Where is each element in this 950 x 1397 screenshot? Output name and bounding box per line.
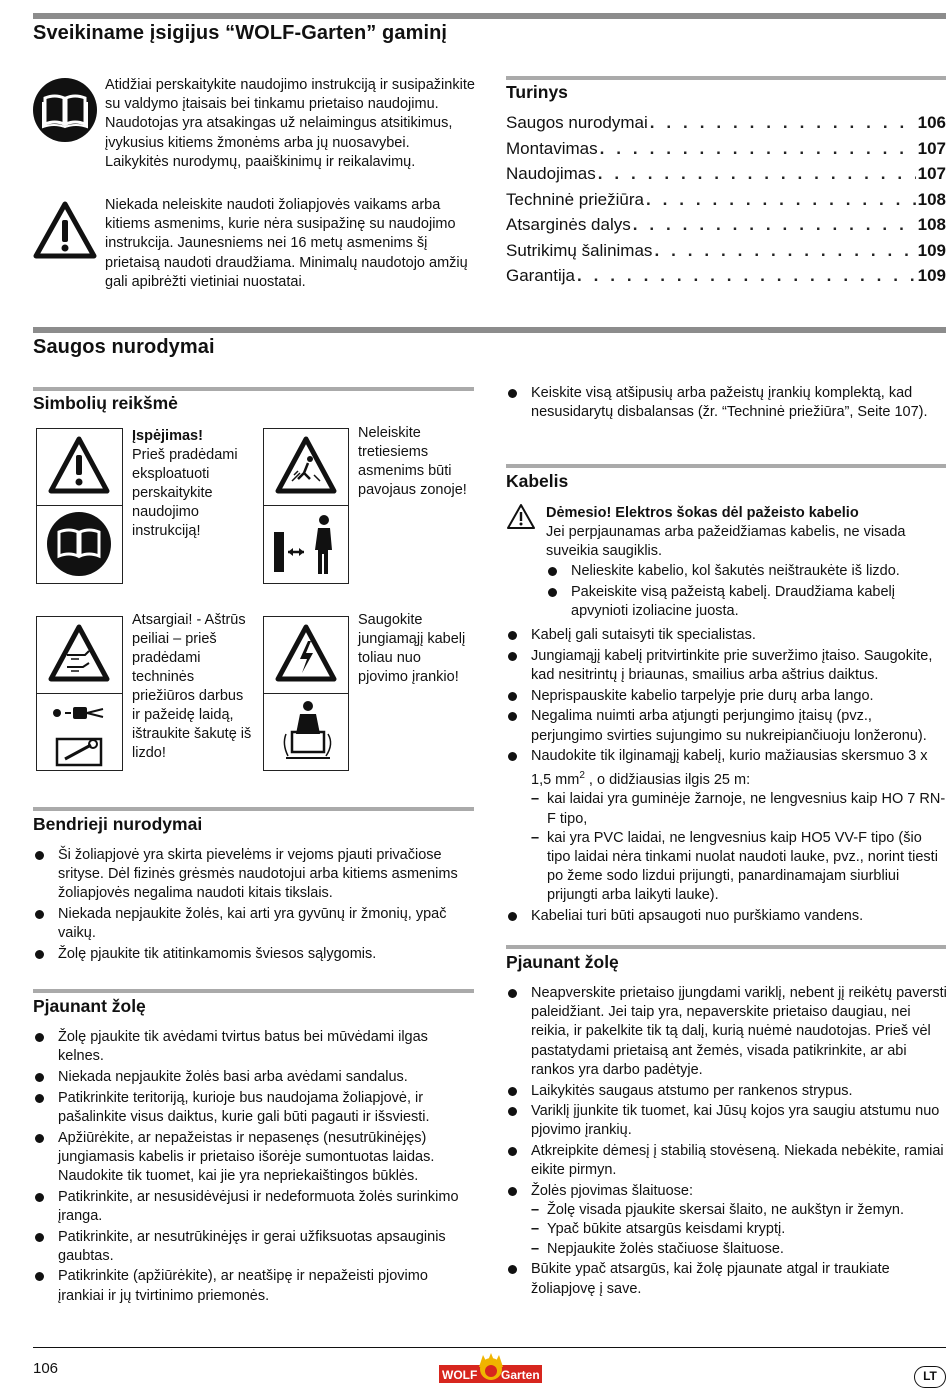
- unplug-icon: [37, 695, 121, 735]
- list-item: Niekada nepjaukite žolės basi arba avėdami sandalus.: [33, 1068, 475, 1087]
- warning-icon: [37, 429, 121, 505]
- list-item: Žolę pjaukite tik avėdami tvirtus batus bei mūvėdami ilgas kelnes.: [33, 1028, 475, 1066]
- toc-entry-page: 108: [917, 215, 946, 234]
- toc-entry-label: Naudojimas: [506, 164, 596, 183]
- toc-leader: [633, 215, 916, 235]
- sharp-blades-warning-icon: [37, 617, 121, 693]
- list-item: Jungiamąjį kabelį pritvirtinkite prie suveržimo įtaiso. Saugokite, kad nesitrintų į briaunas, smailius arba aštrius daiktus.: [506, 647, 946, 685]
- toc-entry[interactable]: [506, 164, 946, 190]
- cable-away-from-blade-icon: [264, 694, 348, 772]
- toc-leader: [650, 113, 916, 133]
- list-item: Negalima nuimti arba atjungti perjungimo įtaisų (pvz., perjungimo svirties sujungimo su nukreipiančiuoju lonžeronu).: [506, 707, 946, 745]
- mowing-right-heading: Pjaunant žolę: [506, 952, 619, 972]
- toc-entry-label: Montavimas: [506, 138, 598, 158]
- toc-entry-page: 107: [917, 164, 946, 183]
- toc-entry-label: Techninė priežiūra: [506, 189, 644, 209]
- toc-entry[interactable]: [506, 241, 946, 267]
- symbol-keep-bystanders-away-text: Neleiskite tretiesiems asmenims būti pavojaus zonoje!: [358, 425, 467, 498]
- superscript: 2: [579, 770, 585, 782]
- list-item: – Nepjaukite žolės stačiuose šlaituose.: [531, 1240, 947, 1259]
- toc-heading: Turinys: [506, 82, 568, 102]
- symbol-read-manual-text: [132, 427, 254, 541]
- list-item: – kai yra PVC laidai, ne lengvesnius kaip HO5 VV-F tipo (šio tipo laidai nėra tinkami nuolat naudoti lauke, pvz., norint tiesti po žeme sodo lizdui prijungti, panardinamajam siurbliui prijungti arba laikyti lauke).: [531, 829, 946, 906]
- toc-leader: [646, 190, 916, 210]
- symbol-keep-bystanders-away: [263, 428, 349, 584]
- general-heading: Bendrieji nurodymai: [33, 814, 203, 834]
- symbol-sharp-blades-text: Atsargiai! - Aštrūs peiliai – prieš pradėdami techninės priežiūros darbus ir pažeidę laidą, ištraukite šakutę iš lizdo!: [132, 612, 252, 761]
- page-number: 106: [33, 1360, 59, 1377]
- intro-read-text: Atidžiai perskaitykite naudojimo instrukciją ir susipažinkite su valdymo įtaisais bei tinkamu prietaiso naudojimu. Naudotojas yra atsakingas už nelaimingus atsitikimus, įvykusius kitiems žmonėms arba jų nuosavybei. Laikykitės nurodymų, paaiškinimų ir reikalavimų.: [105, 77, 475, 170]
- cable-warning-list: [546, 562, 946, 624]
- list-item: Neprispauskite kabelio tarpelyje prie durų arba lango.: [506, 687, 946, 706]
- list-item: Laikykitės saugaus atstumo per rankenos strypus.: [506, 1082, 947, 1101]
- list-item: – kai laidai yra guminėje žarnoje, ne lengvesnius kaip HO 7 RN-F tipo,: [531, 790, 946, 828]
- distance-person-icon: [264, 506, 348, 584]
- read-manual-icon: [37, 506, 121, 584]
- toc-rule: [506, 76, 946, 80]
- general-rule: [33, 807, 474, 811]
- toc-leader: [577, 266, 916, 286]
- logo-text-wolf: WOLF: [442, 1368, 478, 1382]
- electric-shock-warning-icon: [264, 617, 348, 693]
- toc-entry-label: Atsarginės dalys: [506, 215, 631, 234]
- right-top-list: [506, 384, 946, 424]
- warning-icon: [506, 503, 536, 530]
- list-item: – Žolę visada pjaukite skersai šlaito, ne aukštyn ir žemyn.: [531, 1201, 947, 1220]
- cable-heading: Kabelis: [506, 471, 569, 491]
- list-item: Būkite ypač atsargūs, kai žolę pjaunate atgal ir traukiate žoliapjovę į save.: [506, 1260, 947, 1298]
- table-of-contents: [506, 113, 946, 292]
- toc-entry[interactable]: [506, 215, 946, 241]
- intro-children-text: Niekada neleiskite naudoti žoliapjovės vaikams arba kitiems asmenims, kurie nėra susipažinę su naudojimo instrukcija. Jaunesniems nei 16 metų asmenims šį prietaisą naudoti draudžiama. Minimalų naudotojo amžių gali apibrėžti vietiniai nuostatai.: [105, 197, 468, 290]
- toc-entry-page: 109: [917, 240, 946, 260]
- cable-list: [506, 626, 946, 928]
- symbol-read-manual: [36, 428, 123, 584]
- symbols-heading: Simbolių reikšmė: [33, 393, 178, 413]
- list-item: Kabelį gali sutaisyti tik specialistas.: [506, 626, 946, 645]
- list-item: Niekada nepjaukite žolės, kai arti yra gyvūnų ir žmonių, ypač vaikų.: [33, 905, 473, 943]
- toc-leader: [600, 139, 916, 159]
- toc-entry-page: 108: [917, 189, 946, 209]
- list-item: [506, 747, 946, 905]
- symbol-keep-cable-away: [263, 616, 349, 771]
- language-badge: LT: [914, 1366, 946, 1388]
- maintenance-manual-icon: [37, 733, 121, 769]
- mowing-right-list: [506, 984, 947, 1300]
- list-item: Ši žoliapjovė yra skirta pievelėms ir vejoms pjauti privačiose srityse. Dėl fizinės grėsmės naudotojui arba kitiems asmenims žoliapjovės negalima naudoti kitais tikslais.: [33, 846, 473, 904]
- toc-leader: [654, 241, 915, 261]
- logo-text-garten: Garten: [501, 1368, 540, 1382]
- footer-rule: [33, 1347, 946, 1348]
- list-item: Keiskite visą atšipusių arba pažeistų įrankių komplektą, kad nesusidarytų disbalansas (žr. “Techninė priežiūra”, Seite 107).: [506, 384, 946, 422]
- safety-rule: [33, 327, 946, 333]
- mowing-left-list: [33, 1028, 475, 1307]
- cable-warning-text: Jei perpjaunamas arba pažeidžiamas kabelis, ne visada suveikia saugiklis.: [546, 524, 906, 560]
- cable-rule: [506, 464, 946, 468]
- toc-entry-page: 106: [917, 113, 946, 132]
- list-item: Žolę pjaukite tik atitinkamomis šviesos sąlygomis.: [33, 945, 473, 964]
- list-item: Patikrinkite, ar nesutrūkinėjęs ir gerai užfiksuotas apsauginis gaubtas.: [33, 1228, 475, 1266]
- list-item: Patikrinkite (apžiūrėkite), ar neatšipę ir nepažeisti pjovimo įrankiai ir jų tvirtinimo priemonės.: [33, 1267, 475, 1305]
- list-item: Neapverskite prietaiso įjungdami variklį, nebent jį reikėtų paversti paleidžiant. Jei taip yra, nepaverskite prietaiso daugiau, nei reikia, ir pakelkite tik tą dalį, kurią nuėmė naudotojas. Prieš vėl pastatydami prietaisą ant žemės, visada patikrinkite, ar abi rankos yra darbo padėtyje.: [506, 984, 947, 1080]
- toc-entry-page: 109: [917, 266, 946, 285]
- safety-title: Saugos nurodymai: [33, 336, 215, 358]
- list-item: Apžiūrėkite, ar nepažeistas ir nepasenęs (nesutrūkinėjęs) jungiamasis kabelis ir prietaiso išorėje sumontuotas laidas. Naudokite tik tuomet, kai jie yra nepriekaištingos būklės.: [33, 1129, 475, 1187]
- list-item: Pakeiskite visą pažeistą kabelį. Draudžiama kabelį apvynioti izoliacine juosta.: [546, 583, 946, 621]
- symbol-read-manual-desc: Prieš pradėdami eksploatuoti perskaitykite naudojimo instrukciją!: [132, 447, 238, 539]
- symbol-warning-label: Įspėjimas!: [132, 428, 203, 444]
- slope-label: Žolės pjovimas šlaituose:: [531, 1183, 693, 1200]
- extension-cable-length: , o didžiausias ilgis 25 m:: [584, 772, 751, 789]
- symbol-divider: [37, 693, 122, 694]
- thrown-objects-warning-icon: [264, 429, 348, 505]
- symbol-sharp-blades: [36, 616, 123, 771]
- general-list: [33, 846, 473, 966]
- list-item: Patikrinkite teritoriją, kurioje bus naudojama žoliapjovė, ir pašalinkite visus daiktus, kurie gali būti pagauti ir išsviesti.: [33, 1089, 475, 1127]
- mowing-right-rule: [506, 945, 946, 949]
- toc-entry[interactable]: [506, 266, 946, 292]
- list-item: Variklį įjunkite tik tuomet, kai Jūsų kojos yra saugiu atstumu nuo pjovimo įrankių.: [506, 1102, 947, 1140]
- list-item: – Ypač būkite atsargūs keisdami kryptį.: [531, 1220, 947, 1239]
- symbols-rule: [33, 387, 474, 391]
- list-item: Kabeliai turi būti apsaugoti nuo purškiamo vandens.: [506, 907, 946, 926]
- list-item: Nelieskite kabelio, kol šakutės neištraukėte iš lizdo.: [546, 562, 946, 581]
- extension-cable-text: Naudokite tik ilginamąjį kabelį, kurio mažiausias skersmuo 3 x 1,5 mm: [531, 748, 928, 789]
- list-item: [506, 1182, 947, 1259]
- toc-entry-label: Garantija: [506, 266, 575, 285]
- toc-entry[interactable]: [506, 139, 946, 165]
- cable-warning-title: Dėmesio! Elektros šokas dėl pažeisto kabelio: [546, 505, 859, 521]
- cable-type-list: [531, 790, 946, 905]
- toc-entry-label: Saugos nurodymai: [506, 113, 648, 132]
- wolf-garten-logo: [439, 1353, 542, 1385]
- toc-entry[interactable]: [506, 113, 946, 139]
- toc-entry[interactable]: [506, 190, 946, 216]
- page-title: Sveikiname įsigijus “WOLF-Garten” gaminį: [33, 22, 448, 44]
- list-item: Patikrinkite, ar nesusidėvėjusi ir nedeformuota žolės surinkimo įranga.: [33, 1188, 475, 1226]
- warning-icon: [33, 200, 97, 260]
- slope-list: [531, 1201, 947, 1259]
- list-item: Atkreipkite dėmesį į stabilią stovėseną. Niekada nebėkite, ramiai eikite pirmyn.: [506, 1142, 947, 1180]
- toc-entry-page: 107: [917, 138, 946, 158]
- top-rule: [33, 13, 946, 19]
- mowing-left-heading: Pjaunant žolę: [33, 996, 146, 1016]
- toc-entry-label: Sutrikimų šalinimas: [506, 240, 653, 260]
- symbol-keep-cable-away-text: Saugokite jungiamąjį kabelį toliau nuo pjovimo įrankio!: [358, 612, 466, 685]
- toc-leader: [598, 164, 916, 184]
- mowing-left-rule: [33, 989, 474, 993]
- read-manual-icon: [33, 78, 97, 142]
